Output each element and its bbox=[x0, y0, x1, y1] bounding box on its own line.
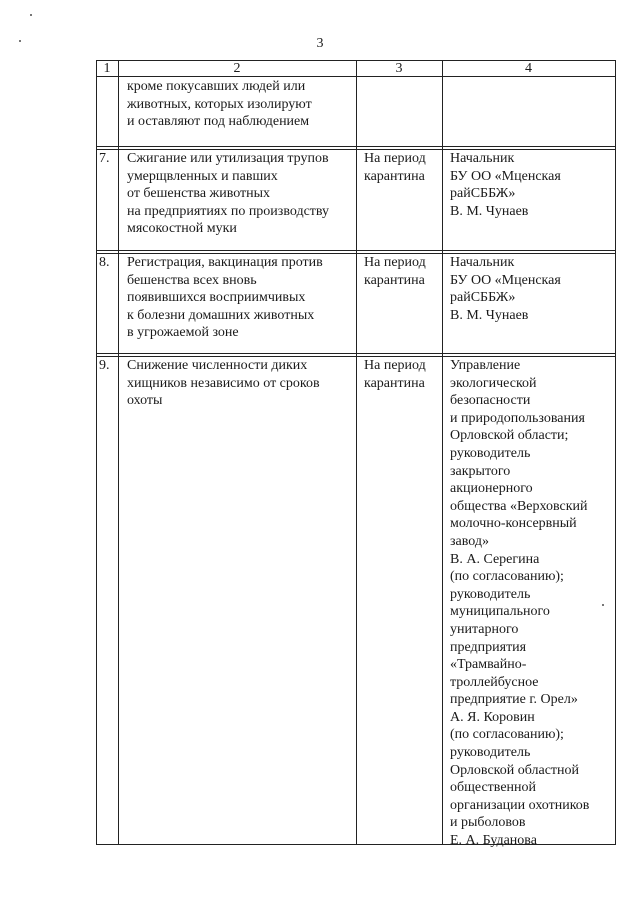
col-border-2-3 bbox=[356, 60, 357, 845]
row-7-measure: Сжигание или утилизация трупов умерщвленных и павших от бешенства животных на предприятиях по производству мясокостной муки bbox=[127, 151, 330, 237]
scan-speck bbox=[30, 14, 32, 16]
measures-table bbox=[96, 60, 616, 849]
row-7-number: 7. bbox=[99, 151, 110, 166]
col-border-1-2 bbox=[118, 60, 119, 845]
row-7-period: На период карантина bbox=[364, 151, 426, 184]
row-9-number: 9. bbox=[99, 358, 110, 373]
row-9-period: На период карантина bbox=[364, 358, 426, 391]
row-8-number: 8. bbox=[99, 255, 110, 270]
row-9-measure: Снижение численности диких хищников независимо от сроков охоты bbox=[127, 358, 320, 409]
scan-speck bbox=[19, 40, 21, 42]
header-col-4: 4 bbox=[525, 61, 532, 76]
row-8-measure: Регистрация, вакцинация против бешенства всех вновь появившихся восприимчивых к болезни домашних животных в угрожаемой зоне bbox=[127, 255, 323, 341]
row-8-responsible: Начальник БУ ОО «Мценская райСББЖ» В. М. Чунаев bbox=[450, 255, 561, 323]
scan-speck bbox=[602, 604, 604, 606]
col-border-left bbox=[96, 60, 97, 845]
header-col-2: 2 bbox=[233, 61, 241, 76]
row-7-responsible: Начальник БУ ОО «Мценская райСББЖ» В. М. Чунаев bbox=[450, 151, 561, 219]
row-continuation-measure: кроме покусавших людей или животных, которых изолируют и оставляют под наблюдением bbox=[127, 79, 312, 130]
row-8-period: На период карантина bbox=[364, 255, 426, 288]
header-col-3: 3 bbox=[395, 61, 403, 76]
header-col-1: 1 bbox=[103, 61, 111, 76]
col-border-3-4 bbox=[442, 60, 443, 845]
col-border-right bbox=[615, 60, 616, 845]
row-9-responsible: Управление экологической безопасности и природопользования Орловской области; руководитель закрытого акционерного общества «Верховский молочно-консервный завод» В. А. Серегина (по согласованию); руководитель муниципального унитарного предприятия «Трамвайно- троллейбусное предприятие г. Орел» А. Я. Коровин (по согласованию); руководитель Орловской областной общественной организации охотников и рыболовов Е. А. Буданова bbox=[450, 358, 590, 849]
page-number: 3 bbox=[316, 36, 324, 51]
